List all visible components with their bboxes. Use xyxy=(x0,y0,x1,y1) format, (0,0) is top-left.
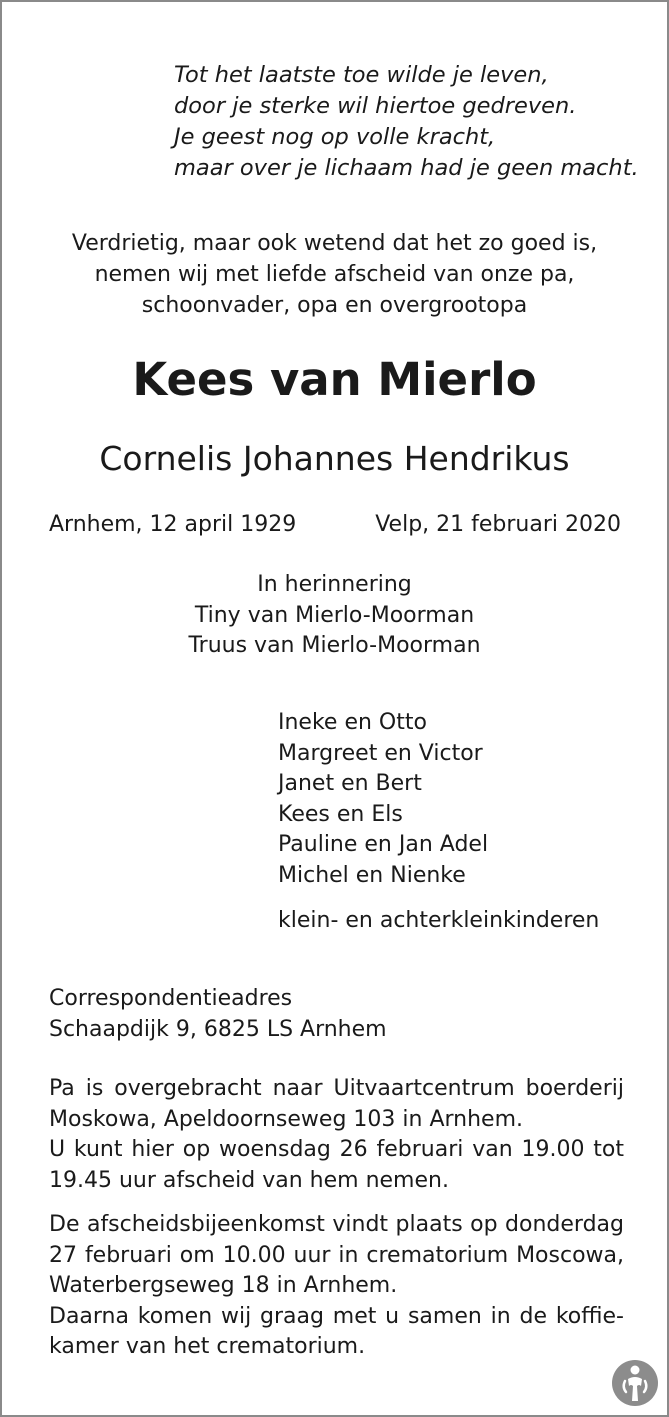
correspondence-label: Correspondentieadres xyxy=(49,986,293,1011)
in-memory-name: Truus van Mierlo-Moorman xyxy=(188,633,481,658)
paragraph-line: U kunt hier op woensdag 26 februari van 19.00 tot xyxy=(49,1137,624,1162)
paragraph-line: 19.45 uur afscheid van hem nemen. xyxy=(49,1167,449,1193)
intro-text xyxy=(2,228,667,321)
memorial-figure-icon xyxy=(611,1359,659,1407)
paragraph-line: Pa is overgebracht naar Uitvaartcentrum boerderij xyxy=(49,1076,624,1101)
ceremony-paragraph xyxy=(49,1210,624,1363)
death-place-date: Velp, 21 februari 2020 xyxy=(375,512,621,537)
correspondence-address xyxy=(49,984,387,1045)
paragraph-line: Daarna komen wij graag met u samen in de koffie- xyxy=(49,1303,624,1329)
poem-line: Je geest nog op volle kracht, xyxy=(174,124,496,150)
paragraph-line: kamer van het crematorium. xyxy=(49,1334,366,1359)
in-memory-heading: In herinnering xyxy=(257,572,412,597)
intro-line: Verdrietig, maar ook wetend dat het zo goed is, xyxy=(71,231,598,256)
family-item: Janet en Bert xyxy=(278,771,422,796)
paragraph-line: De afscheidsbijeenkomst vindt plaats op donderdag xyxy=(49,1212,624,1237)
deceased-full-name: Cornelis Johannes Hendrikus xyxy=(99,439,570,478)
family-item: Margreet en Victor xyxy=(278,740,483,766)
in-memory-name: Tiny van Mierlo-Moorman xyxy=(194,602,475,628)
family-item: Ineke en Otto xyxy=(278,710,427,735)
deceased-name: Kees van Mierlo xyxy=(132,353,537,406)
poem-line: maar over je lichaam had je geen macht. xyxy=(174,155,639,181)
correspondence-address-line: Schaapdijk 9, 6825 LS Arnhem xyxy=(49,1016,387,1042)
paragraph-line: 27 februari om 10.00 uur in crematorium Moscowa, xyxy=(49,1242,624,1268)
poem-line: door je sterke wil hiertoe gedreven. xyxy=(174,93,577,119)
family-item: Michel en Nienke xyxy=(278,862,466,888)
poem-line: Tot het laatste toe wilde je leven, xyxy=(174,62,549,88)
paragraph-line: Waterbergseweg 18 in Arnhem. xyxy=(49,1273,398,1298)
family-item: Pauline en Jan Adel xyxy=(278,832,489,857)
intro-line: nemen wij met liefde afscheid van onze pa, xyxy=(94,262,575,287)
viewing-paragraph xyxy=(49,1074,624,1196)
birth-place-date: Arnhem, 12 april 1929 xyxy=(49,512,297,537)
intro-line: schoonvader, opa en overgrootopa xyxy=(141,293,528,318)
grandchildren-line: klein- en achterkleinkinderen xyxy=(278,908,600,933)
poem xyxy=(174,60,639,184)
family-item: Kees en Els xyxy=(278,801,403,827)
family-list xyxy=(278,708,488,891)
paragraph-line: Moskowa, Apeldoornseweg 103 in Arnhem. xyxy=(49,1106,523,1132)
in-memory-section xyxy=(2,570,667,662)
